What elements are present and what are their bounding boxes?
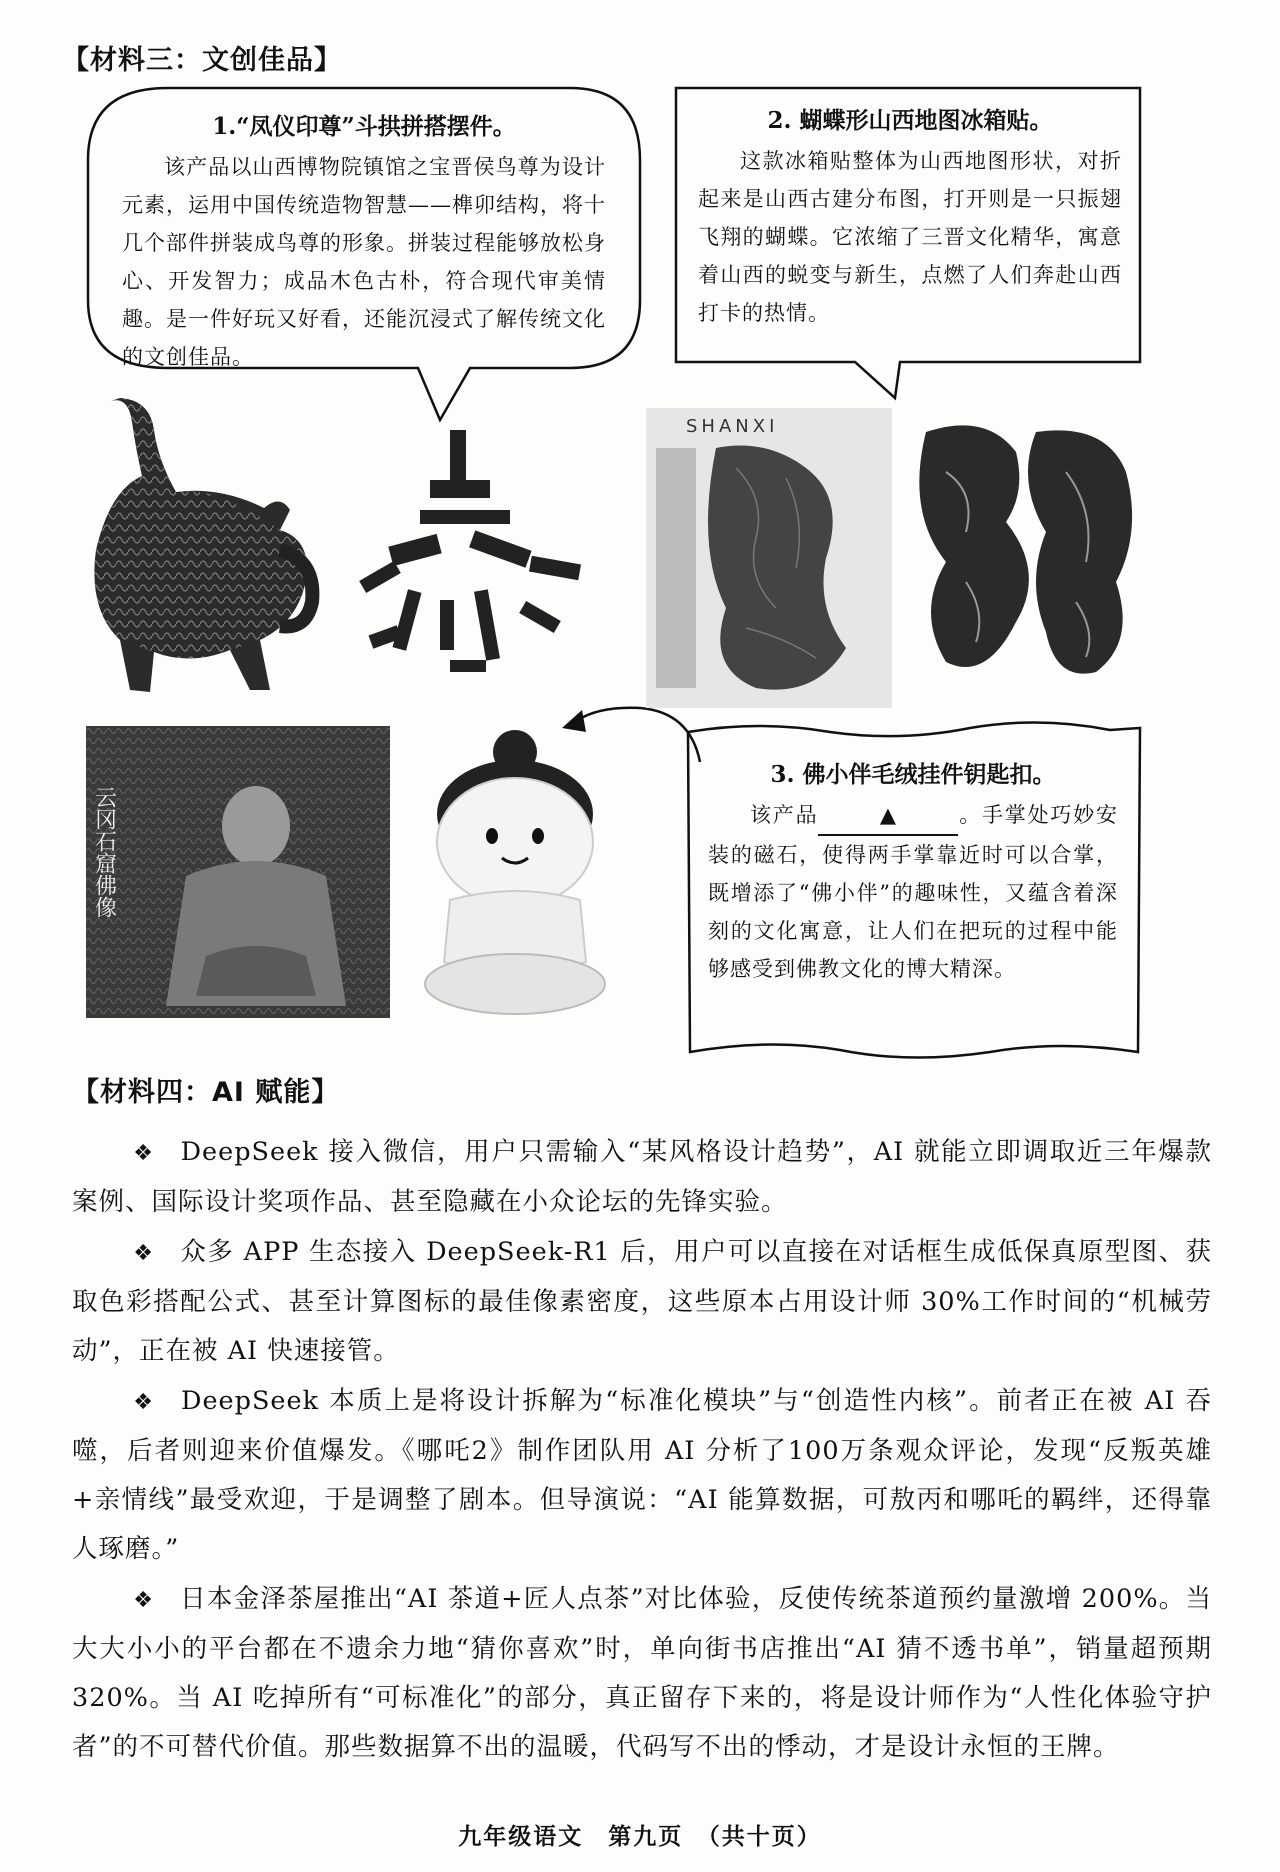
page-footer: 九年级语文 第九页 （共十页） xyxy=(458,1824,822,1850)
answer-blank: ▲ xyxy=(818,796,958,836)
wooden-parts-photo xyxy=(350,420,590,700)
map-guide-photo xyxy=(646,408,892,708)
material4-header: 【材料四：AI 赋能】 xyxy=(72,1077,340,1108)
material4-paragraph: ❖ DeepSeek 接入微信，用户只需输入“某风格设计趋势”，AI 就能立即调取近三年爆款案例、国际设计奖项作品、甚至隐藏在小众论坛的先锋实验。 xyxy=(72,1137,1213,1217)
item2-title: 2. 蝴蝶形山西地图冰箱贴。 xyxy=(767,107,1053,134)
item1-body: 该产品以山西博物院镇馆之宝晋侯鸟尊为设计元素，运用中国传统造物智慧——榫卯结构，将十几个部件拼装成鸟尊的形象。拼装过程能够放松身心、开发智力；成品木色古朴，符合现代审美情趣。是一件好玩又好看，还能沉浸式了解传统文化的文创佳品。 xyxy=(122,155,606,369)
bird-zun-photo xyxy=(80,390,320,700)
item3-title: 3. 佛小伴毛绒挂件钥匙扣。 xyxy=(770,761,1056,788)
item2-body: 这款冰箱贴整体为山西地图形状，对折起来是山西古建分布图，打开则是一只振翅飞翔的蝴蝶。它浓缩了三晋文化精华，寓意着山西的蜕变与新生，点燃了人们奔赴山西打卡的热情。 xyxy=(698,149,1122,325)
diamond-bullet-icon: ❖ xyxy=(133,1390,155,1415)
diamond-bullet-icon: ❖ xyxy=(133,1241,155,1266)
butterfly-map-photo xyxy=(906,412,1146,692)
diamond-bullet-icon: ❖ xyxy=(133,1141,155,1166)
material4-paragraph: ❖ 众多 APP 生态接入 DeepSeek-R1 后，用户可以直接在对话框生成低保真原型图、获取色彩搭配公式、甚至计算图标的最佳像素密度，这些原本占用设计师 30%工作时间的“机械劳动”，正在被 AI 快速接管。 xyxy=(72,1237,1212,1366)
diamond-bullet-icon: ❖ xyxy=(133,1588,155,1613)
material4-body xyxy=(72,1128,1212,1773)
material3-header: 【材料三：文创佳品】 xyxy=(62,45,342,76)
item1-title: 1.“凤仪印尊”斗拱拼搭摆件。 xyxy=(212,113,516,140)
item3-body: 该产品 ▲ 。手掌处巧妙安装的磁石，使得两手掌靠近时可以合掌，既增添了“佛小伴”的趣味性，又蕴含着深刻的文化寓意，让人们在把玩的过程中能够感受到佛教文化的博大精深。 xyxy=(708,796,1118,988)
plush-keychain-photo xyxy=(410,722,620,1022)
item1-text xyxy=(122,108,606,376)
item2-text xyxy=(698,102,1122,332)
material4-paragraph: ❖ DeepSeek 本质上是将设计拆解为“标准化模块”与“创造性内核”。前者正在被 AI 吞噬，后者则迎来价值爆发。《哪吒2》制作团队用 AI 分析了100万条观众评论，发现“反叛英雄+亲情线”最受欢迎，于是调整了剧本。但导演说：“AI 能算数据，可敖丙和哪吒的羁绊，还得靠人琢磨。” xyxy=(72,1386,1212,1564)
material4-paragraph: ❖ 日本金泽茶屋推出“AI 茶道+匠人点茶”对比体验，反使传统茶道预约量激增 200%。当大大小小的平台都在不遗余力地“猜你喜欢”时，单向街书店推出“AI 猜不透书单”，销量超预期320%。当 AI 吃掉所有“可标准化”的部分，真正留存下来的，将是设计师作为“人性化体验守护者”的不可替代价值。那些数据算不出的温暖，代码写不出的悸动，才是设计永恒的王牌。 xyxy=(72,1584,1212,1762)
buddha-label: 云冈石窟佛像 xyxy=(91,786,117,918)
yungang-buddha-photo xyxy=(86,726,390,1018)
item3-text xyxy=(708,756,1118,988)
map-label: SHANXI xyxy=(686,416,779,437)
